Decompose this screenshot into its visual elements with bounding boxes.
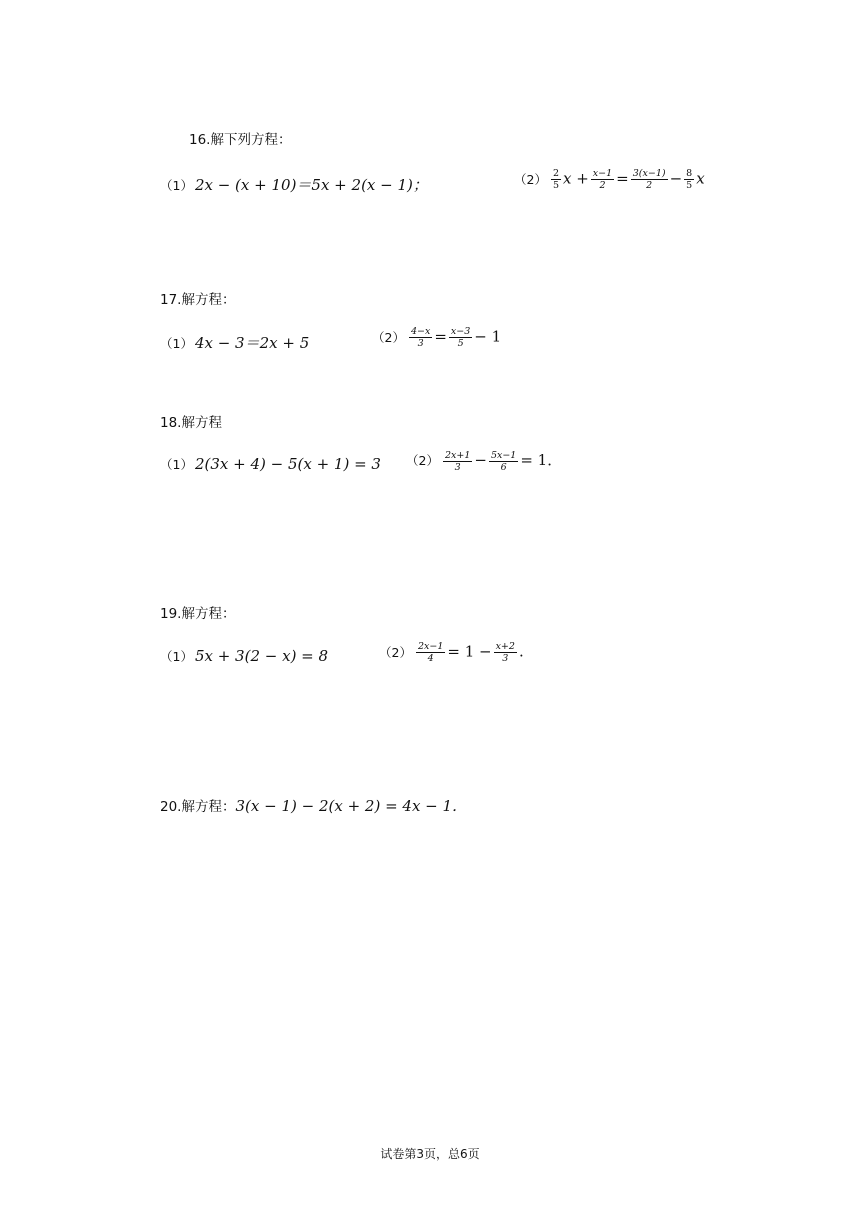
question-16-part-2	[514, 168, 705, 191]
question-18-part-2	[406, 449, 562, 473]
part-label: （1）	[160, 457, 193, 472]
question-19-part-1	[160, 647, 328, 665]
part-label: （2）	[379, 644, 412, 660]
equation: 2(3x + 4) − 5(x + 1) = 3	[194, 455, 381, 473]
equation: 5x + 3(2 − x) = 8	[194, 647, 329, 665]
question-17-title: 17.解方程：	[160, 292, 236, 308]
equation-term: =	[616, 169, 629, 188]
equation-term: x +	[563, 169, 589, 188]
fraction: $\frac{4-x}{3}$	[410, 326, 431, 349]
equation-term: = 1 −	[447, 642, 492, 661]
part-label: （2）	[372, 329, 405, 345]
question-16-part-1	[160, 174, 428, 195]
equation-term: .	[518, 642, 524, 661]
part-label: （1）	[160, 336, 193, 351]
part-label: （2）	[514, 171, 547, 187]
equation-term: x	[696, 169, 705, 188]
fraction: $\frac{x-1}{2}$	[592, 168, 613, 191]
question-19-title: 19.解方程：	[160, 606, 236, 622]
part-label: （1）	[160, 178, 193, 193]
fraction: $\frac{x-3}{5}$	[450, 326, 471, 349]
equation-term: =	[434, 327, 447, 346]
equation-term: −	[669, 169, 683, 188]
equation-term: −	[474, 451, 487, 469]
equation: 4x − 3＝2x + 5	[194, 334, 310, 352]
question-20	[160, 795, 467, 816]
fraction: $\frac{2x-1}{4}$	[417, 641, 444, 664]
part-label: （2）	[406, 453, 439, 468]
fraction: $\frac{8}{5}$	[686, 168, 693, 191]
equation-term: − 1	[474, 327, 502, 346]
question-18-part-1	[160, 455, 381, 473]
part-label: （1）	[160, 649, 193, 664]
page-footer: 试卷第3页，总6页	[380, 1147, 480, 1161]
question-19-part-2	[379, 641, 524, 664]
equation: 3(x − 1) − 2(x + 2) = 4x − 1．	[235, 797, 468, 815]
fraction: $\frac{3(x-1)}{2}$	[632, 168, 666, 191]
question-20-title: 20.解方程：	[160, 799, 236, 815]
fraction: $\frac{2}{5}$	[552, 168, 559, 191]
question-17-part-1	[160, 332, 309, 353]
fraction: $\frac{x+2}{3}$	[495, 641, 515, 664]
fraction: $\frac{5x-1}{6}$	[490, 449, 517, 473]
question-17-part-2	[372, 326, 501, 349]
fraction: $\frac{2x+1}{3}$	[444, 449, 471, 473]
equation-term: = 1．	[520, 451, 563, 469]
question-18-title: 18.解方程	[160, 415, 222, 431]
equation: 2x − (x + 10)＝5x + 2(x − 1)；	[194, 176, 428, 194]
question-16-title: 16.解下列方程：	[189, 132, 292, 148]
